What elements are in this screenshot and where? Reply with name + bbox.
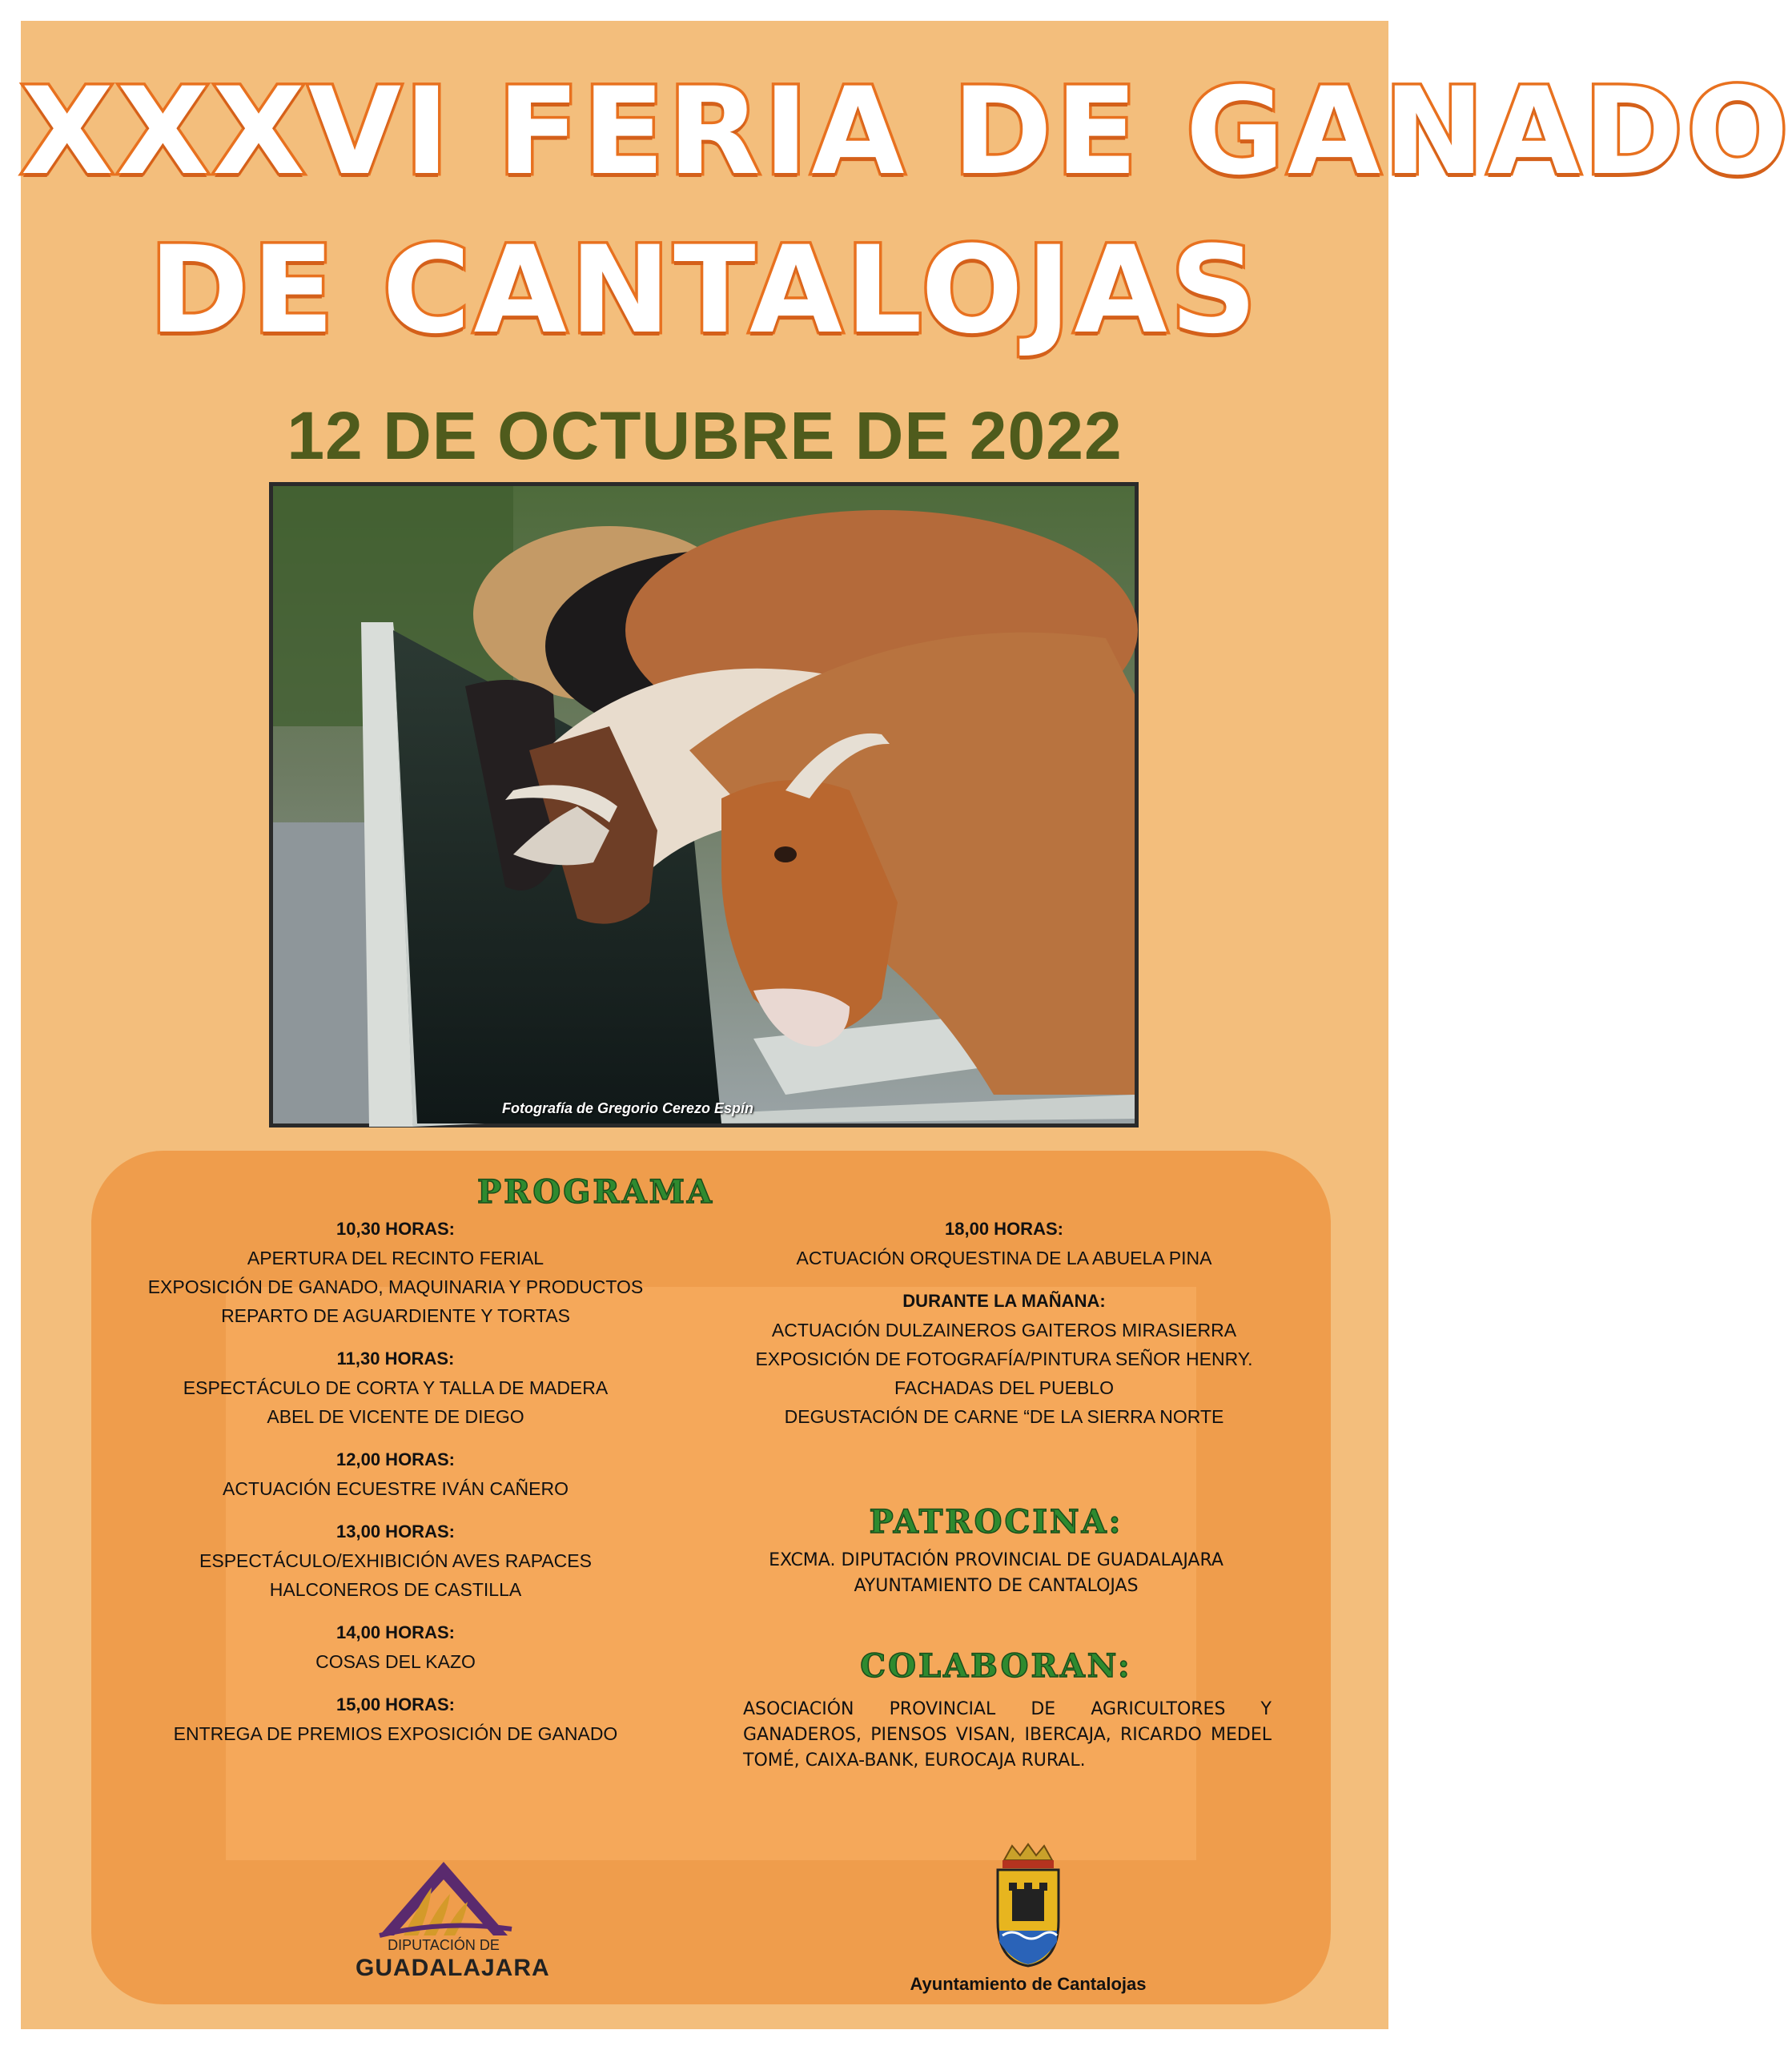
poster bbox=[21, 21, 1792, 2029]
program-title: PROGRAMA bbox=[477, 1173, 714, 1211]
event-line: APERTURA DEL RECINTO FERIAL bbox=[247, 1248, 544, 1268]
program-panel bbox=[91, 1151, 1331, 2004]
event-line: EXPOSICIÓN DE FOTOGRAFÍA/PINTURA SEÑOR HENRY. bbox=[755, 1349, 1253, 1369]
event-line: EXPOSICIÓN DE GANADO, MAQUINARIA Y PRODUCTOS bbox=[147, 1276, 644, 1297]
photo-credit: Fotografía de Gregorio Cerezo Espín bbox=[502, 1100, 754, 1116]
event-line: HALCONEROS DE CASTILLA bbox=[269, 1579, 522, 1600]
event-time: 18,00 HORAS: bbox=[945, 1219, 1063, 1239]
event-line: ACTUACIÓN ORQUESTINA DE LA ABUELA PINA bbox=[796, 1248, 1212, 1268]
program-left-column bbox=[123, 1215, 668, 1763]
program-event bbox=[123, 1690, 668, 1748]
diputacion-triangle-icon bbox=[356, 1855, 532, 1943]
sponsor-line: EXCMA. DIPUTACIÓN PROVINCIAL DE GUADALAJARA bbox=[769, 1550, 1223, 1570]
event-time: 10,30 HORAS: bbox=[336, 1219, 455, 1239]
event-time: 13,00 HORAS: bbox=[336, 1521, 455, 1542]
event-line: ABEL DE VICENTE DE DIEGO bbox=[267, 1406, 524, 1427]
event-line: ESPECTÁCULO DE CORTA Y TALLA DE MADERA bbox=[183, 1377, 609, 1398]
sponsor-line: AYUNTAMIENTO DE CANTALOJAS bbox=[854, 1576, 1139, 1596]
event-line: FACHADAS DEL PUEBLO bbox=[894, 1377, 1114, 1398]
colaboran-text: ASOCIACIÓN PROVINCIAL DE AGRICULTORES Y GANADEROS, PIENSOS VISAN, IBERCAJA, RICARDO MEDEL TOMÉ, CAIXA-BANK, EUROCAJA RURAL. bbox=[743, 1699, 1272, 1771]
coat-of-arms-icon bbox=[892, 1841, 1164, 1969]
title-line-1: XXXVI FERIA DE GANADO bbox=[21, 62, 1792, 202]
program-event bbox=[724, 1287, 1284, 1431]
event-line: ACTUACIÓN ECUESTRE IVÁN CAÑERO bbox=[223, 1478, 569, 1499]
event-date: 12 DE OCTUBRE DE 2022 bbox=[287, 398, 1123, 473]
diputacion-label-1: DIPUTACIÓN DE bbox=[388, 1937, 500, 1953]
event-time: DURANTE LA MAÑANA: bbox=[902, 1291, 1106, 1311]
ayuntamiento-logo bbox=[892, 1841, 1164, 2001]
event-line: DEGUSTACIÓN DE CARNE “DE LA SIERRA NORTE bbox=[784, 1406, 1224, 1427]
title-line-2: DE CANTALOJAS bbox=[149, 221, 1260, 360]
program-event bbox=[123, 1517, 668, 1604]
ayuntamiento-label: Ayuntamiento de Cantalojas bbox=[910, 1974, 1147, 1994]
program-event bbox=[724, 1215, 1284, 1272]
patrocina-title: PATROCINA: bbox=[869, 1503, 1123, 1541]
event-time: 11,30 HORAS: bbox=[336, 1349, 455, 1369]
event-time: 14,00 HORAS: bbox=[336, 1622, 455, 1642]
patrocina-list bbox=[740, 1548, 1252, 1599]
program-event bbox=[123, 1345, 668, 1431]
program-event bbox=[123, 1618, 668, 1676]
colaboran-title: COLABORAN: bbox=[860, 1647, 1132, 1685]
cattle-photo bbox=[269, 482, 1139, 1128]
event-line: REPARTO DE AGUARDIENTE Y TORTAS bbox=[221, 1305, 570, 1326]
diputacion-label-2: GUADALAJARA bbox=[356, 1955, 550, 1981]
cattle-drinking-illustration bbox=[273, 486, 1135, 1123]
program-event bbox=[123, 1215, 668, 1330]
program-right-column bbox=[724, 1215, 1284, 1445]
event-time: 12,00 HORAS: bbox=[336, 1449, 455, 1469]
program-event bbox=[123, 1445, 668, 1503]
event-line: ACTUACIÓN DULZAINEROS GAITEROS MIRASIERRA bbox=[771, 1320, 1237, 1341]
diputacion-logo bbox=[356, 1855, 550, 1992]
event-line: ESPECTÁCULO/EXHIBICIÓN AVES RAPACES bbox=[199, 1550, 592, 1571]
event-line: ENTREGA DE PREMIOS EXPOSICIÓN DE GANADO bbox=[173, 1723, 618, 1744]
event-time: 15,00 HORAS: bbox=[336, 1694, 455, 1714]
event-line: COSAS DEL KAZO bbox=[315, 1651, 476, 1672]
